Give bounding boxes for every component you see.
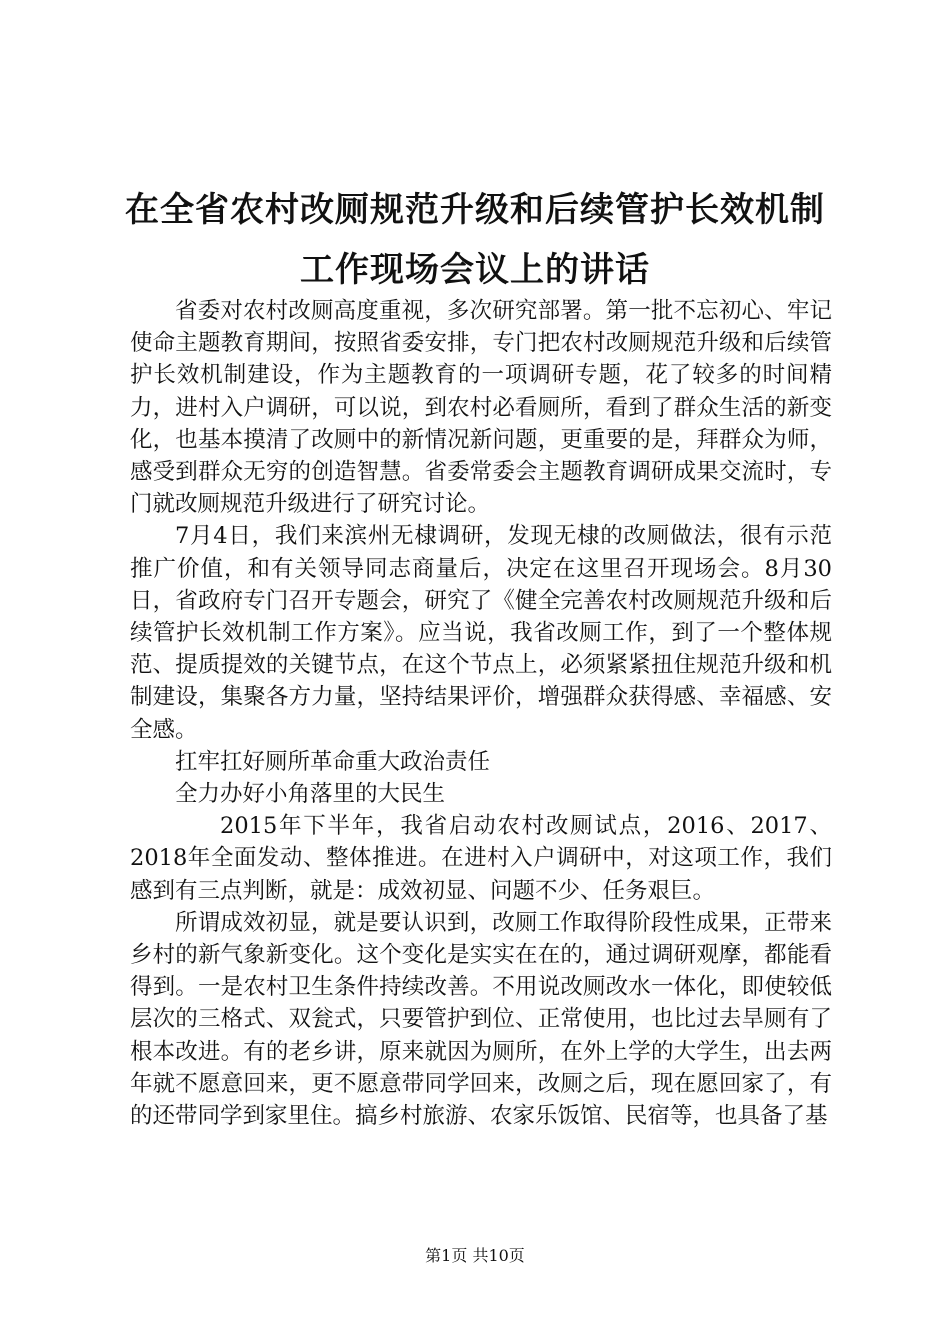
document-body [130, 295, 832, 1132]
title-line-2: 工作现场会议上的讲话 [300, 250, 650, 290]
title-line-1: 在全省农村改厕规范升级和后续管护长效机制 [125, 190, 825, 230]
paragraph-2: 7月4日，我们来滨州无棣调研，发现无棣的改厕做法，很有示范推广价值，和有关领导同志商量后，决定在这里召开现场会。8月30日，省政府专门召开专题会，研究了《健全完善农村改厕规范升级和后续管护长效机制工作方案》。应当说，我省改厕工作，到了一个整体规范、提质提效的关键节点，在这个节点上，必须紧紧扭住规范升级和机制建设，集聚各方力量，坚持结果评价，增强群众获得感、幸福感、安全感。 [130, 523, 832, 743]
page-number-footer: 第1页 共10页 [425, 1246, 525, 1265]
section-heading-2: 全力办好小角落里的大民生 [175, 781, 446, 808]
document-title [90, 180, 860, 300]
section-heading-1: 扛牢扛好厕所革命重大政治责任 [175, 748, 491, 775]
paragraph-4: 所谓成效初显，就是要认识到，改厕工作取得阶段性成果，正带来乡村的新气象新变化。这个变化是实实在在的，通过调研观摩，都能看得到。一是农村卫生条件持续改善。不用说改厕改水一体化，即使较低层次的三格式、双瓮式，只要管护到位、正常使用，也比过去旱厕有了根本改进。有的老乡讲，原来就因为厕所，在外上学的大学生，出去两年就不愿意回来，更不愿意带同学回来，改厕之后，现在愿回家了，有的还带同学到家里住。搞乡村旅游、农家乐饭馆、民宿等，也具备了基 [130, 909, 832, 1130]
paragraph-1: 省委对农村改厕高度重视，多次研究部署。第一批不忘初心、牢记使命主题教育期间，按照省委安排，专门把农村改厕规范升级和后续管护长效机制建设，作为主题教育的一项调研专题，花了较多的时间精力，进村入户调研，可以说，到农村必看厕所，看到了群众生活的新变化，也基本摸清了改厕中的新情况新问题，更重要的是，拜群众为师，感受到群众无穷的创造智慧。省委常委会主题教育调研成果交流时，专门就改厕规范升级进行了研究讨论。 [130, 298, 832, 518]
paragraph-3: 2015年下半年，我省启动农村改厕试点，2016、2017、2018年全面发动、整体推进。在进村入户调研中，对这项工作，我们感到有三点判断，就是：成效初显、问题不少、任务艰巨。 [130, 813, 832, 904]
